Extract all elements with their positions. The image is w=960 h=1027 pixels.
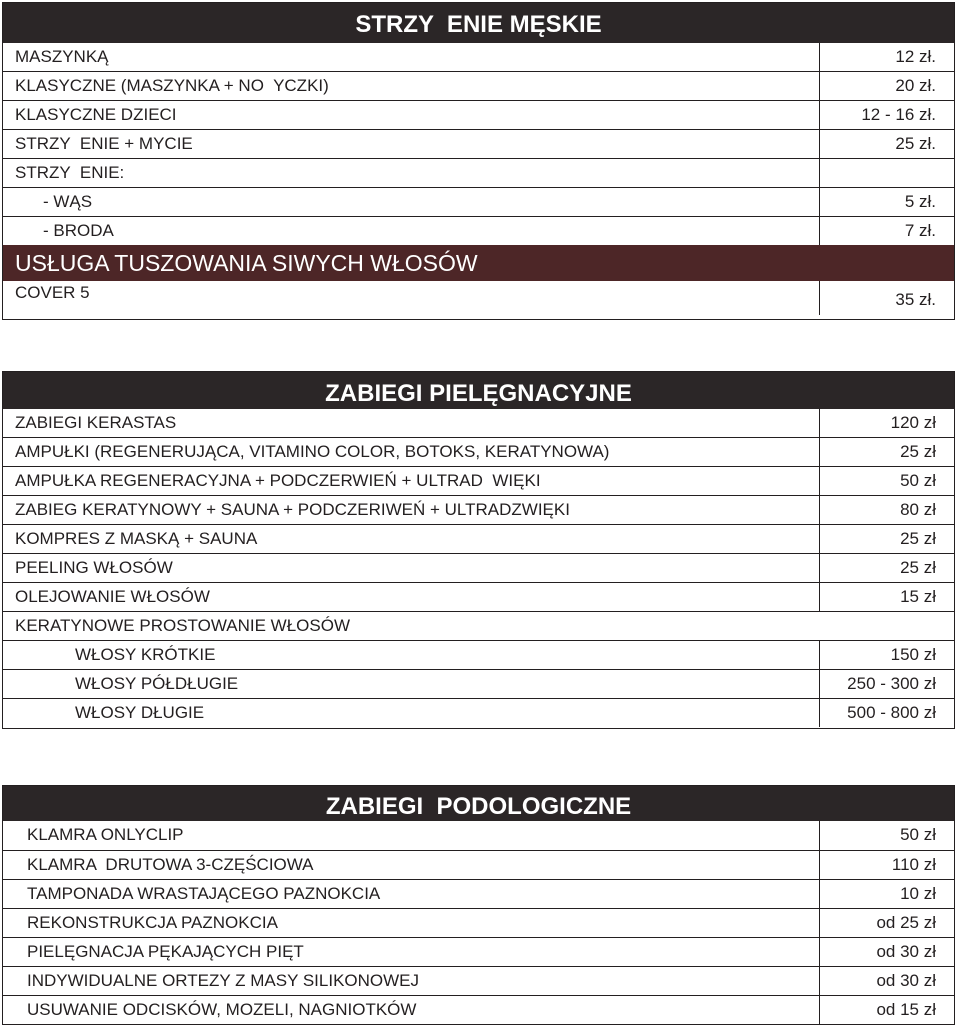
price-row xyxy=(3,611,954,640)
service-name: STRZY ENIE: xyxy=(3,159,820,187)
section-title: ZABIEGI PODOLOGICZNE xyxy=(3,786,954,821)
service-price: 50 zł xyxy=(900,825,936,844)
price-section-mens-haircut xyxy=(2,2,955,320)
service-price: 10 zł xyxy=(900,884,936,903)
service-price: 35 zł. xyxy=(895,290,936,309)
service-price: 50 zł xyxy=(900,471,936,490)
price-row xyxy=(3,640,954,669)
service-name: KLASYCZNE (MASZYNKA + NO YCZKI) xyxy=(3,72,820,100)
service-name: USUWANIE ODCISKÓW, MOZELI, NAGNIOTKÓW xyxy=(3,996,820,1024)
service-name: PEELING WŁOSÓW xyxy=(3,554,820,582)
price-row xyxy=(3,129,954,158)
service-price: 20 zł. xyxy=(895,76,936,95)
price-row xyxy=(3,821,954,850)
service-price: 25 zł xyxy=(900,442,936,461)
price-row xyxy=(3,966,954,995)
price-row xyxy=(3,437,954,466)
service-name: ZABIEGI KERASTAS xyxy=(3,409,820,437)
service-name: COVER 5 xyxy=(3,281,820,315)
service-name: TAMPONADA WRASTAJĄCEGO PAZNOKCIA xyxy=(3,880,820,908)
service-price: 120 zł xyxy=(890,413,936,432)
price-row xyxy=(3,187,954,216)
price-row xyxy=(3,908,954,937)
price-row xyxy=(3,582,954,611)
service-price: 25 zł xyxy=(900,529,936,548)
service-name: KOMPRES Z MASKĄ + SAUNA xyxy=(3,525,820,553)
price-section-podology xyxy=(2,785,955,1025)
service-price: 500 - 800 zł xyxy=(847,703,936,722)
subsection-title-text: USŁUGA TUSZOWANIA SIWYCH WŁOSÓW xyxy=(15,250,478,276)
price-row xyxy=(3,158,954,187)
price-row xyxy=(3,879,954,908)
service-price: 15 zł xyxy=(900,587,936,606)
price-row xyxy=(3,71,954,100)
service-name: KLAMRA ONLYCLIP xyxy=(3,821,820,850)
service-price xyxy=(820,612,954,640)
price-row xyxy=(3,466,954,495)
service-name: STRZY ENIE + MYCIE xyxy=(3,130,820,158)
service-name: REKONSTRUKCJA PAZNOKCIA xyxy=(3,909,820,937)
price-row xyxy=(3,43,954,71)
price-row xyxy=(3,850,954,879)
price-row xyxy=(3,281,954,315)
price-row xyxy=(3,100,954,129)
service-price: 25 zł xyxy=(900,558,936,577)
service-price: od 30 zł xyxy=(876,971,936,990)
section-title: ZABIEGI PIELĘGNACYJNE xyxy=(3,372,954,409)
service-name: WŁOSY PÓŁDŁUGIE xyxy=(3,670,820,698)
price-row xyxy=(3,216,954,245)
price-section-care-treatments xyxy=(2,371,955,729)
service-price: 150 zł xyxy=(890,645,936,664)
subsection-title xyxy=(3,245,954,281)
service-price: od 30 zł xyxy=(876,942,936,961)
service-name: AMPUŁKI (REGENERUJĄCA, VITAMINO COLOR, BOTOKS, KERATYNOWA) xyxy=(3,438,820,466)
price-row xyxy=(3,495,954,524)
service-price: 12 zł. xyxy=(895,47,936,66)
service-price: 110 zł xyxy=(891,855,936,874)
service-name: WŁOSY KRÓTKIE xyxy=(3,641,820,669)
price-row xyxy=(3,698,954,727)
service-name: MASZYNKĄ xyxy=(3,43,820,71)
price-row xyxy=(3,524,954,553)
service-name: KERATYNOWE PROSTOWANIE WŁOSÓW xyxy=(15,616,350,635)
price-row xyxy=(3,995,954,1024)
service-name: INDYWIDUALNE ORTEZY Z MASY SILIKONOWEJ xyxy=(3,967,820,995)
price-row xyxy=(3,409,954,437)
service-price: 25 zł. xyxy=(895,134,936,153)
service-name: KLASYCZNE DZIECI xyxy=(3,101,820,129)
service-price: 7 zł. xyxy=(904,221,936,240)
section-title: STRZY ENIE MĘSKIE xyxy=(3,3,954,43)
service-name: OLEJOWANIE WŁOSÓW xyxy=(3,583,820,611)
service-price: 250 - 300 zł xyxy=(847,674,936,693)
service-price: 80 zł xyxy=(900,500,936,519)
service-price: 12 - 16 zł. xyxy=(861,105,936,124)
service-name: AMPUŁKA REGENERACYJNA + PODCZERWIEŃ + ULTRAD WIĘKI xyxy=(3,467,820,495)
service-price: od 15 zł xyxy=(876,1000,936,1019)
service-name: WŁOSY DŁUGIE xyxy=(3,699,820,727)
service-name: ZABIEG KERATYNOWY + SAUNA + PODCZERIWEŃ + ULTRADZWIĘKI xyxy=(3,496,820,524)
price-row xyxy=(3,937,954,966)
service-price xyxy=(820,159,954,187)
service-price: 5 zł. xyxy=(904,192,936,211)
service-price: od 25 zł xyxy=(876,913,936,932)
service-name: KLAMRA DRUTOWA 3-CZĘŚCIOWA xyxy=(3,851,820,879)
price-row xyxy=(3,669,954,698)
service-name: PIELĘGNACJA PĘKAJĄCYCH PIĘT xyxy=(3,938,820,966)
service-name: - BRODA xyxy=(3,217,820,245)
price-row xyxy=(3,553,954,582)
service-name: - WĄS xyxy=(3,188,820,216)
